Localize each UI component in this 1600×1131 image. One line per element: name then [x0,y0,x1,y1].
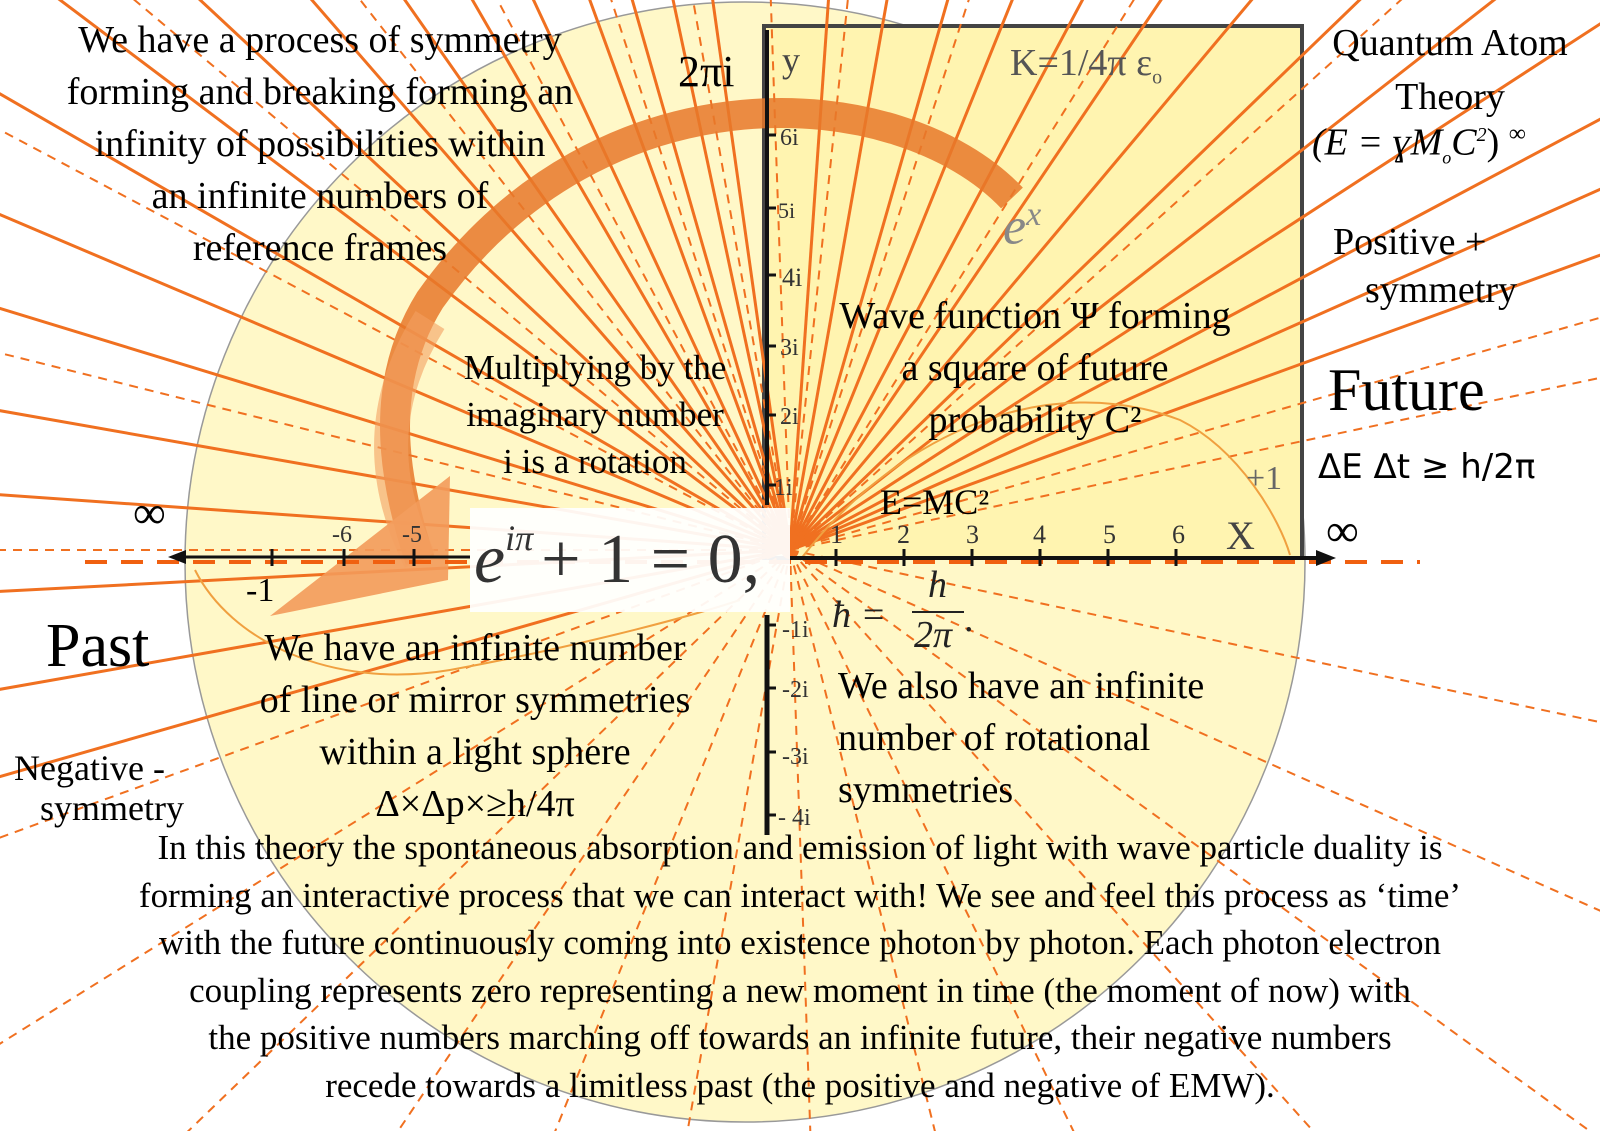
y-tick-label: 2i [780,404,799,430]
y-tick-label: -1i [782,617,809,643]
bottom-paragraph-line: coupling represents zero representing a new moment in time (the moment of now) with [189,970,1411,1010]
hbar-denominator: 2π [914,614,953,656]
y-tick-label: 6i [780,125,799,151]
hbar-formula [832,596,886,634]
x-tick-label: -5 [402,522,422,548]
hbar-lhs: ħ = [832,594,887,636]
euler-e: e [474,521,506,598]
multiplying-line: imaginary number [466,395,724,434]
rotational-line: symmetries [838,769,1014,811]
k-constant-text: K=1/4π ε [1010,42,1153,84]
mirror-symmetries-text [210,622,740,830]
top-left-line: We have a process of symmetry [78,19,562,61]
euler-identity [474,518,761,598]
y-tick-label: 4i [782,263,803,292]
multiplying-line: i is a rotation [503,442,687,481]
k-constant [1010,44,1162,88]
plus-one-label: +1 [1246,460,1283,497]
theory-formula [1312,122,1526,166]
bottom-paragraph [0,824,1600,1109]
k-constant-sub: o [1152,66,1163,89]
x-tick-label: 3 [966,520,979,549]
theory-formula-main: (E = ɣM [1312,121,1443,164]
y-tick-label: 1i [774,475,793,501]
ex-x: x [1026,196,1042,233]
x-tick-label: 2 [897,520,910,549]
theory-title [1305,16,1595,124]
hbar-numerator: h [928,564,947,606]
negative-symmetry [14,748,244,828]
mirror-line: We have an infinite number [264,627,686,669]
negative-symmetry-line: symmetry [40,788,184,828]
wave-function-line: a square of future [901,347,1169,389]
euler-rest: + 1 = 0, [541,521,761,598]
multiplying-line: Multiplying by the [463,348,727,387]
theory-formula-c: C [1451,121,1477,164]
theory-formula-infinity: ∞ [1508,121,1526,147]
theory-title-line: Theory [1395,76,1505,118]
top-left-text [10,14,630,274]
positive-symmetry [1325,218,1575,314]
ex-e: e [1003,198,1027,256]
x-tick-label: 1 [830,520,843,549]
theory-formula-sup: 2 [1476,124,1487,146]
rotational-text [838,660,1298,816]
past-label: Past [46,612,150,680]
y-tick-label: - 4i [778,805,811,831]
exponential-label [1003,196,1042,256]
rotational-line: number of rotational [838,717,1151,759]
two-pi-i-label: 2πi [678,47,735,96]
y-tick-label: -3i [782,744,809,770]
hbar-fraction-bar [912,611,964,613]
mirror-line: within a light sphere [319,731,631,773]
x-axis-label: X [1226,513,1255,558]
negative-symmetry-line: Negative - [14,748,165,788]
rotational-line: We also have an infinite [838,665,1205,707]
positive-symmetry-line: Positive + [1333,221,1487,263]
wave-function-line: Wave function Ψ forming [839,295,1231,337]
infinity-right: ∞ [1326,505,1359,556]
y-axis-label: y [782,40,800,80]
energy-time-uncertainty: ΔE Δt ≥ h/2π [1318,447,1536,487]
theory-title-line: Quantum Atom [1332,22,1568,64]
top-left-line: infinity of possibilities within [94,123,546,165]
emc2-label: E=MC² [880,482,990,522]
top-left-line: forming and breaking forming an [66,71,574,113]
bottom-paragraph-line: with the future continuously coming into existence photon by photon. Each photon electron [158,923,1442,962]
wave-function-line: probability C² [928,399,1142,441]
multiplying-text [425,344,765,485]
hbar-tail: . [964,598,974,640]
bottom-paragraph-line: the positive numbers marching off towards an infinite future, their negative numbers [208,1018,1392,1057]
theory-formula-sub: o [1442,147,1452,168]
euler-exponent: iπ [505,518,534,558]
bottom-paragraph-line: forming an interactive process that we can interact with! We see and feel this process as ‘time’ [138,875,1462,915]
minus-one-label: -1 [246,572,275,609]
x-tick-label: 4 [1033,520,1046,549]
bottom-paragraph-line: recede towards a limitless past (the positive and negative of EMW). [325,1065,1275,1105]
x-tick-label: 6 [1172,520,1185,549]
y-tick-label: -2i [782,677,809,703]
y-tick-label: 3i [780,335,799,361]
infinity-left: ∞ [133,487,166,538]
mirror-line: of line or mirror symmetries [259,679,691,721]
positive-symmetry-line: symmetry [1365,269,1517,311]
theory-formula-close: ) [1486,121,1500,164]
bottom-paragraph-line: In this theory the spontaneous absorption and emission of light with wave particle duality is [157,828,1443,867]
x-tick-label: 5 [1103,520,1116,549]
x-tick-label: -6 [332,522,352,548]
future-label: Future [1328,357,1485,423]
top-left-line: reference frames [192,227,448,269]
mirror-line: Δ×Δp×≥h/4π [375,783,575,825]
top-left-line: an infinite numbers of [151,175,489,217]
wave-function-text [790,290,1280,446]
y-tick-label: 5i [778,198,796,223]
